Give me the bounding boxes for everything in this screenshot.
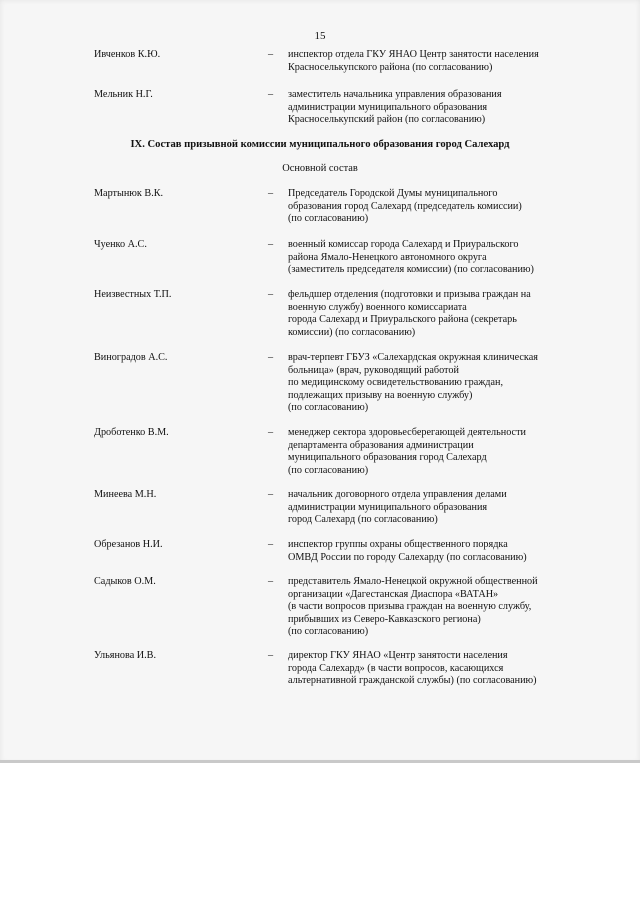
member-position: фельдшер отделения (подготовки и призыва граждан на военную службу) военного комиссариата города Салехард и Приуральского района (секретарь комиссии) (по согласованию)	[288, 289, 531, 338]
separator-dash: –	[268, 352, 274, 363]
member-name: Неизвестных Т.П.	[94, 289, 172, 300]
member-name: Ивченков К.Ю.	[94, 49, 161, 60]
member-position: врач-терпевт ГБУЗ «Салехардская окружная клиническая больница» (врач, руководящий работой по медицинскому освидетельствованию граждан, подлежащих призыву на военную службу) (по согласованию)	[288, 352, 538, 414]
separator-dash: –	[268, 539, 274, 550]
section-heading: IX. Состав призывной комиссии муниципального образования город Салехард	[130, 139, 510, 150]
member-name: Мартынюк В.К.	[94, 188, 164, 199]
scan-edge-divider	[0, 760, 640, 763]
member-name: Дроботенко В.М.	[94, 427, 169, 438]
separator-dash: –	[268, 49, 274, 60]
member-name: Виноградов А.С.	[94, 352, 168, 363]
member-name: Мельник Н.Г.	[94, 89, 153, 100]
subsection-heading: Основной состав	[282, 163, 358, 174]
separator-dash: –	[268, 89, 274, 100]
member-position: Председатель Городской Думы муниципального образования город Салехард (председатель комиссии) (по согласованию)	[288, 188, 522, 225]
member-position: начальник договорного отдела управления делами администрации муниципального образования город Салехард (по согласованию)	[288, 489, 507, 526]
member-position: представитель Ямало-Ненецкой окружной общественной организации «Дагестанская Диаспора «ВАТАН» (в части вопросов призыва граждан на военную службу, прибывших из Северо-Кавказского региона) (по согласованию)	[288, 576, 538, 638]
member-position: инспектор группы охраны общественного порядка ОМВД России по городу Салехарду (по согласованию)	[288, 539, 527, 563]
member-name: Минеева М.Н.	[94, 489, 157, 500]
separator-dash: –	[268, 289, 274, 300]
separator-dash: –	[268, 239, 274, 250]
member-name: Обрезанов Н.И.	[94, 539, 163, 550]
member-name: Садыков О.М.	[94, 576, 156, 587]
member-name: Чуенко А.С.	[94, 239, 147, 250]
separator-dash: –	[268, 576, 274, 587]
member-position: заместитель начальника управления образования администрации муниципального образования Красноселькупский район (по согласованию)	[288, 89, 502, 126]
separator-dash: –	[268, 650, 274, 661]
member-name: Ульянова И.В.	[94, 650, 157, 661]
member-position: инспектор отдела ГКУ ЯНАО Центр занятости населения Красноселькупского района (по согласованию)	[288, 49, 539, 73]
member-position: менеджер сектора здоровьесберегающей деятельности департамента образования администрации муниципального образования город Салехард (по согласованию)	[288, 427, 526, 476]
separator-dash: –	[268, 427, 274, 438]
member-position: военный комиссар города Салехард и Приуральского района Ямало-Ненецкого автономного округа (заместитель председателя комиссии) (по согласованию)	[288, 239, 534, 276]
separator-dash: –	[268, 188, 274, 199]
member-position: директор ГКУ ЯНАО «Центр занятости населения города Салехард» (в части вопросов, касающихся альтернативной гражданской службы) (по согласованию)	[288, 650, 537, 687]
separator-dash: –	[268, 489, 274, 500]
page-number: 15	[314, 30, 326, 42]
